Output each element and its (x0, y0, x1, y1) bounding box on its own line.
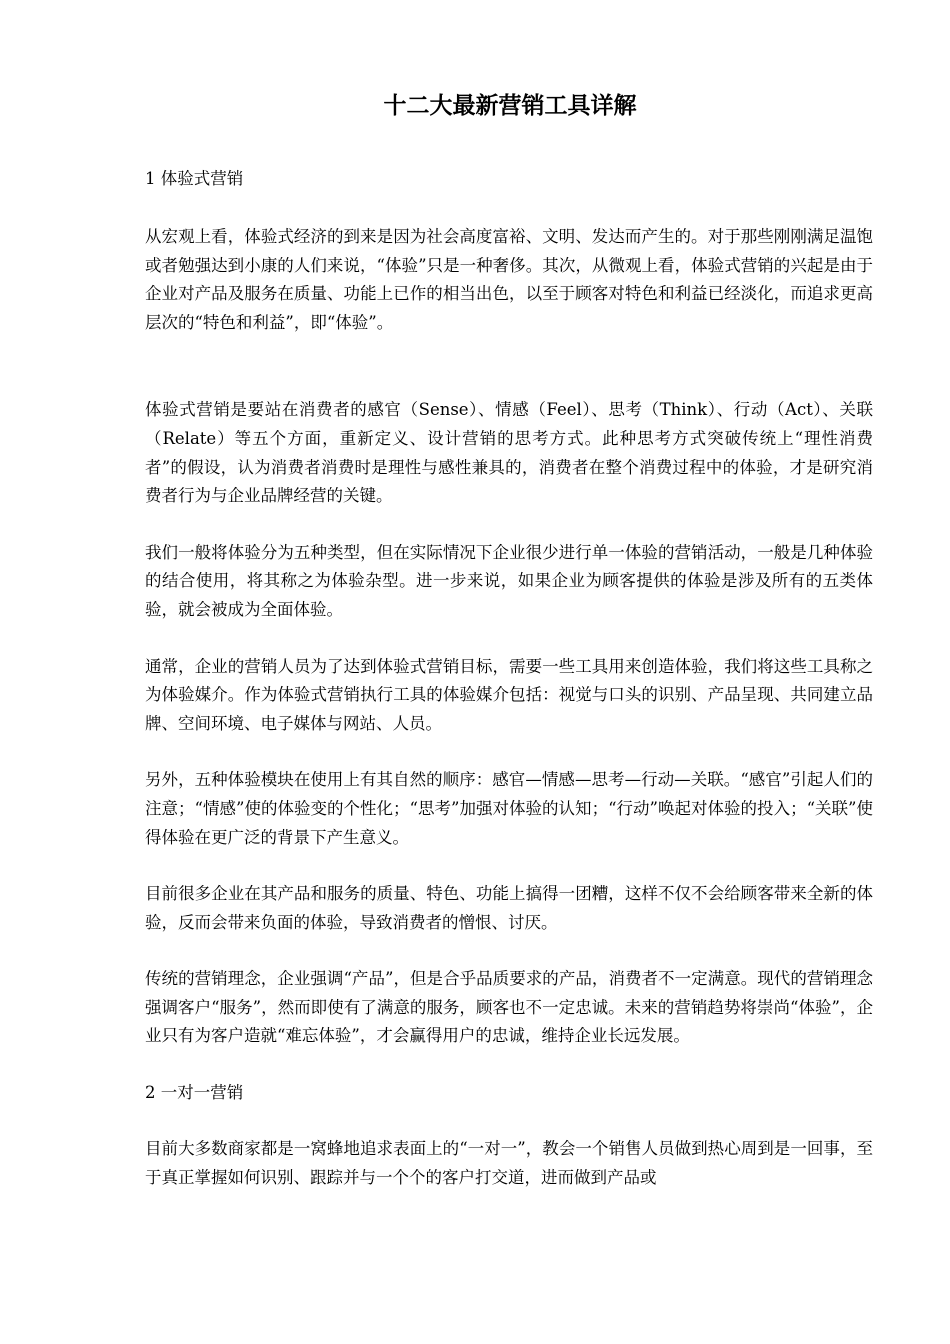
section-heading: 2 一对一营销 (145, 1083, 244, 1103)
paragraph: 另外，五种体验模块在使用上有其自然的顺序：感官—情感—思考—行动—关联。“感官”引起人们的注意；“情感”使的体验变的个性化；“思考”加强对体验的认知；“行动”唤起对体验的投入；“关联”使得体验在更广泛的背景下产生意义。 (145, 770, 873, 847)
paragraph: 我们一般将体验分为五种类型，但在实际情况下企业很少进行单一体验的营销活动，一般是几种体验的结合使用，将其称之为体验杂型。进一步来说，如果企业为顾客提供的体验是涉及所有的五类体验，就会被成为全面体验。 (145, 542, 873, 619)
paragraph: 传统的营销理念，企业强调“产品”，但是合乎品质要求的产品，消费者不一定满意。现代的营销理念强调客户“服务”，然而即使有了满意的服务，顾客也不一定忠诚。未来的营销趋势将崇尚“体验”，企业只有为客户造就“难忘体验”，才会赢得用户的忠诚，维持企业长远发展。 (145, 969, 873, 1046)
document-page (145, 88, 873, 1192)
paragraph: 体验式营销是要站在消费者的感官（Sense）、情感（Feel）、思考（Think）、行动（Act）、关联（Relate）等五个方面，重新定义、设计营销的思考方式。此种思考方式突破传统上“理性消费者”的假设，认为消费者消费时是理性与感性兼具的，消费者在整个消费过程中的体验，才是研究消费者行为与企业品牌经营的关键。 (145, 400, 873, 506)
paragraph: 目前很多企业在其产品和服务的质量、特色、功能上搞得一团糟，这样不仅不会给顾客带来全新的体验，反而会带来负面的体验，导致消费者的憎恨、讨厌。 (145, 884, 873, 932)
paragraph: 通常，企业的营销人员为了达到体验式营销目标，需要一些工具用来创造体验，我们将这些工具称之为体验媒介。作为体验式营销执行工具的体验媒介包括：视觉与口头的识别、产品呈现、共同建立品牌、空间环境、电子媒体与网站、人员。 (145, 656, 873, 733)
section-one-to-one-marketing (145, 1079, 873, 1192)
paragraph: 目前大多数商家都是一窝蜂地追求表面上的“一对一”，教会一个销售人员做到热心周到是一回事，至于真正掌握如何识别、跟踪并与一个个的客户打交道，进而做到产品或 (145, 1139, 873, 1187)
section-heading: 1 体验式营销 (145, 169, 244, 188)
section-experiential-marketing (145, 165, 873, 1051)
paragraph: 从宏观上看，体验式经济的到来是因为社会高度富裕、文明、发达而产生的。对于那些刚刚满足温饱或者勉强达到小康的人们来说，“体验”只是一种奢侈。其次，从微观上看，体验式营销的兴起是由于企业对产品及服务在质量、功能上已作的相当出色，以至于顾客对特色和利益已经淡化，而追求更高层次的“特色和利益”，即“体验”。 (145, 227, 873, 332)
document-title: 十二大最新营销工具详解 (383, 92, 637, 119)
